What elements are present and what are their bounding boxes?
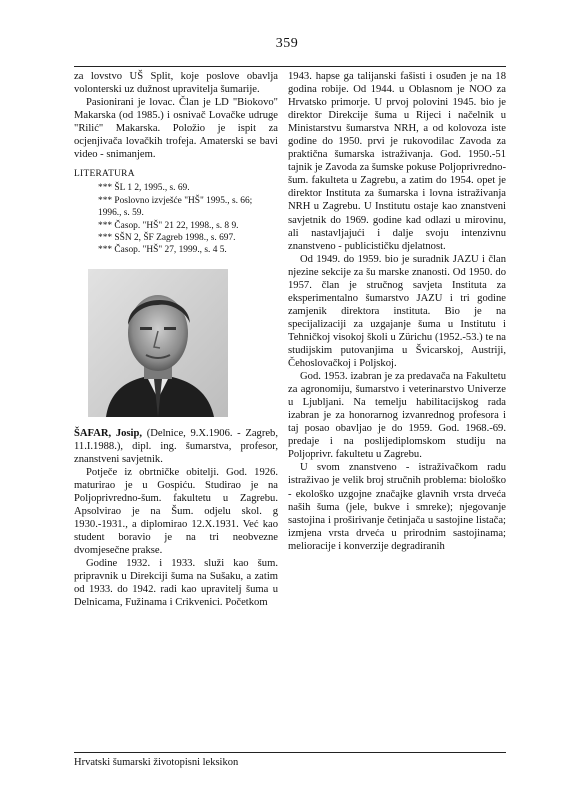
entry-name: ŠAFAR, Josip, [74, 427, 143, 439]
portrait-photo [88, 269, 228, 417]
literature-item: *** Časop. "HŠ" 21 22, 1998., s. 8 9. [98, 220, 239, 231]
literature-item: *** SŠN 2, ŠF Zagreb 1998., s. 697. [98, 232, 236, 243]
body-paragraph: God. 1953. izabran je za predavača na Fakultetu za agronomiju, šumarstvo i veterinarstvo Univerze u Ljubljani. Na temelju habilitacijskog rada izabran je za honorarnog izvanrednog profesora i taj posao obavljao je do 1959. God. 1968.-69. predaje i na poslijediplomskom studiju na Poljoprivr. fakultetu u Zagrebu. [288, 371, 506, 461]
literature-item: *** Časop. "HŠ" 27, 1999., s. 4 5. [98, 245, 227, 256]
footer-rule [74, 752, 506, 753]
left-column [74, 70, 278, 609]
literature-list [74, 182, 278, 256]
entry-lead: (Delnice, 9.X.1906. - Zagreb, 11.I.1988.), dipl. ing. šumarstva, profesor, znanstveni savjetnik. [74, 427, 278, 465]
right-column [288, 70, 506, 553]
body-paragraph: 1943. hapse ga talijanski fašisti i osuđen je na 18 godina robije. Od 1944. u Oblasnom je NOO za Hrvatsko primorje. U prvoj polovini 1945. bio je direktor Direkcije šuma u Rijeci i načelnik u Ministarstvu šumarstva NRH, a od kolovoza iste godine do 1950. prvi je rukovodilac Zavoda za praktična šumarska istraživanja. God. 1950.-51 tajnik je Zavoda za šumske pokuse Poljoprivredno-šum. fakulteta u Zagrebu, a zatim do 1954. opet je direktor Instituta za šumarska i lovna istraživanja NRH u Zagrebu. U Institutu ostaje kao znanstveni savjetnik do 1969. godine kad odlazi u mirovinu, ali nastavljajući i dalje svoju intenzivnu znanstveno - publicističku djelatnost. [288, 71, 506, 252]
header-rule [74, 66, 506, 67]
literature-item: *** ŠL 1 2, 1995., s. 69. [98, 183, 190, 194]
intro-paragraph: za lovstvo UŠ Split, koje poslove obavlja volonterski uz dužnost upravitelja šumarije. [74, 71, 278, 96]
intro-paragraph: Pasionirani je lovac. Član je LD "Biokovo" Makarska (od 1985.) i osnivač Lovačke udruge "Rilić" Makarska. Položio je ispit za ocjenjivača lovačkih trofeja. Amaterski se bavi video - snimanjem. [74, 97, 278, 161]
entry-paragraph: Potječe iz obrtničke obitelji. God. 1926. maturirao je u Gospiću. Studirao je na Poljoprivredno-šum. fakultetu u Zagrebu. Apsolvirao je na Šum. odjelu skol. g 1930.-1931., a diplomirao 12.X.1931. Već kao student boravio je na tri neobvezne dvomjesečne prakse. [74, 466, 278, 557]
entry-paragraph: Godine 1932. i 1933. služi kao šum. pripravnik u Direkciji šuma na Sušaku, a zatim od 1933. do 1942. radi kao upravitelj šuma u Delnicama, Fužinama i Crikvenici. Početkom [74, 558, 278, 609]
page-number: 359 [275, 36, 299, 51]
literature-heading: LITERATURA [74, 169, 135, 180]
footer-title: Hrvatski šumarski životopisni leksikon [74, 757, 239, 768]
body-paragraph: Od 1949. do 1959. bio je suradnik JAZU i član njezine sekcije za šu marske znanosti. Od 1950. do 1957. član je stručnog savjeta Instituta za eksperimentalno šumarstvo JAZU i tri godine zamjenik direktora instituta. Bio je na specijalizaciji za uzgajanje šuma u Institutu i Tehničkoj visokoj školi u Zürichu (1952.-53.) te na studijskim putovanjima u Švicarskoj, Austriji, Čehoslovačkoj i Poljskoj. [288, 253, 506, 370]
literature-item: *** Poslovno izvješće "HŠ" 1995., s. 66; 1996., s. 59. [98, 195, 253, 219]
portrait-image [88, 269, 228, 417]
body-paragraph: U svom znanstveno - istraživačkom radu istraživao je velik broj stručnih problema: biološko - ekološko uzgojne značajke glavnih vrsta drveća naših šuma (jele, bukve i smreke); njegovanje sastojina i proširivanje četinjača u sastojine listača; izmjena vrsta drveća u prirodnim sastojinama; melioracije i konverzije degradiranih [288, 462, 506, 552]
